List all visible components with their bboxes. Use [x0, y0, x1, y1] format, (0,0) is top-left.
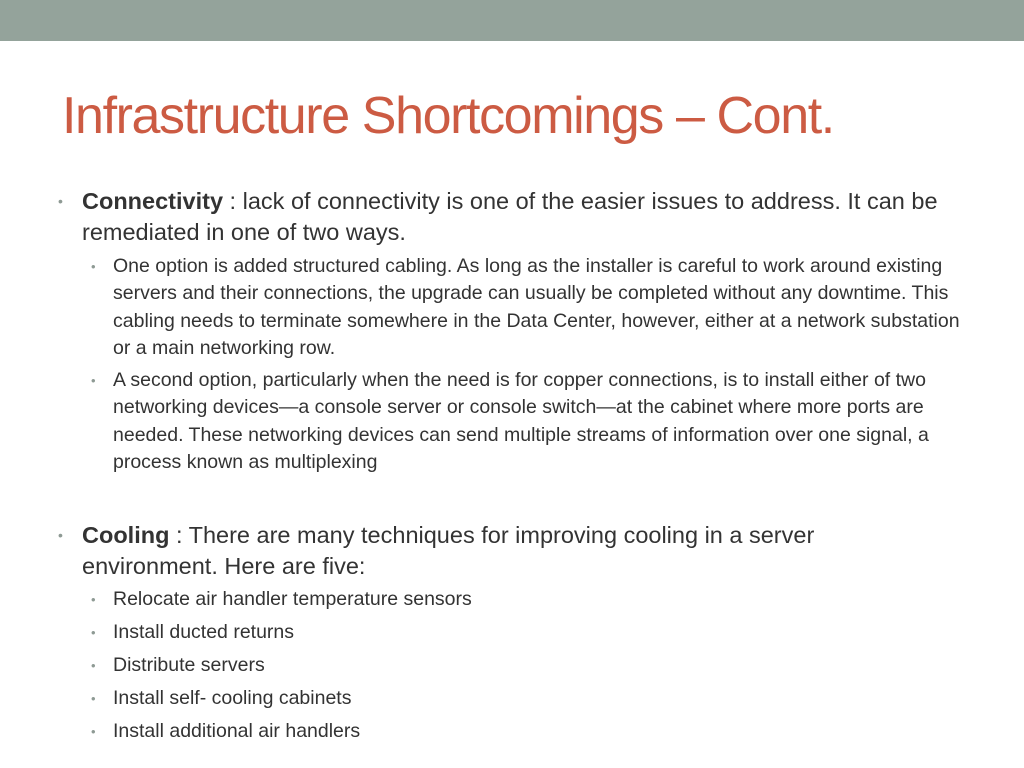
- bullet-marker: •: [58, 527, 63, 543]
- sub-bullet-text: Relocate air handler temperature sensors: [113, 588, 472, 610]
- sub-bullet: [91, 652, 973, 679]
- sub-bullet-text: Install ducted returns: [113, 621, 295, 643]
- slide-title: Infrastructure Shortcomings – Cont.: [62, 87, 834, 145]
- sub-bullet-marker: •: [91, 259, 96, 274]
- sub-bullet: [91, 685, 973, 712]
- sub-bullet-text: A second option, particularly when the need is for copper connections, is to install either of two networking devices—a console server or console switch—at the cabinet where more ports are needed. These networking devices can send multiple streams of information over one signal, a process known as multiplexing: [113, 369, 929, 473]
- sub-bullet: [91, 253, 973, 362]
- sub-bullet-marker: •: [91, 592, 96, 607]
- sub-bullet-marker: •: [91, 625, 96, 640]
- sub-bullet-text: One option is added structured cabling. As long as the installer is careful to work around existing servers and their connections, the upgrade can usually be completed without any downtime. This cabling needs to terminate somewhere in the Data Center, however, either at a network substation or a main networking row.: [113, 255, 960, 359]
- bullet-term: Cooling: [82, 522, 170, 548]
- sub-bullet-text: Install additional air handlers: [113, 720, 361, 742]
- sub-bullet-marker: •: [91, 724, 96, 739]
- bullet-marker: •: [58, 193, 63, 209]
- bullet-term: Connectivity: [82, 188, 224, 214]
- header-bar: [0, 0, 1024, 41]
- sub-bullet-marker: •: [91, 691, 96, 706]
- bullet-text: : lack of connectivity is one of the easier issues to address. It can be remediated in one of two ways.: [82, 188, 938, 245]
- bullet-connectivity: [58, 186, 962, 248]
- sub-bullet-text: Distribute servers: [113, 654, 265, 676]
- sub-bullet: [91, 586, 973, 613]
- bullet-text: : There are many techniques for improving cooling in a server environment. Here are five:: [82, 522, 815, 579]
- sub-bullet-marker: •: [91, 373, 96, 388]
- sub-bullet-text: Install self- cooling cabinets: [113, 687, 352, 709]
- sub-bullet: [91, 367, 973, 476]
- bullet-cooling: [58, 520, 922, 582]
- sub-bullet: [91, 619, 973, 646]
- sub-bullet: [91, 718, 973, 745]
- sub-bullet-marker: •: [91, 658, 96, 673]
